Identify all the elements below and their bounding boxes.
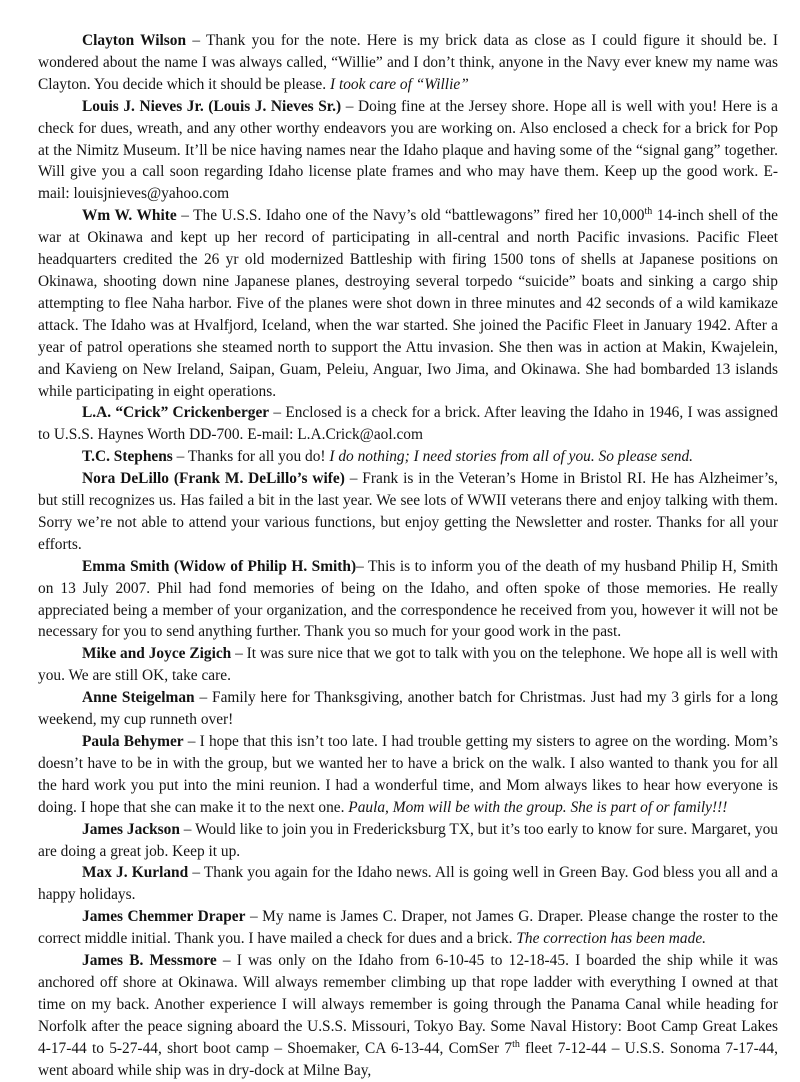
letter-tc-stephens: [38, 446, 778, 468]
letter-author: Max J. Kurland: [82, 864, 189, 882]
editor-reply: Paula, Mom will be with the group. She is part of or family!!!: [348, 798, 728, 816]
editor-reply: I do nothing; I need stories from all of you. So please send.: [329, 448, 694, 466]
letter-text-continued: 14-inch shell of the war at Okinawa and kept up her record of participating in all-central and north Pacific invasions. Pacific Fleet headquarters credited the 26 yr old modernized Battleship with firing 1500 tons of shells at Japanese positions on Okinawa, shooting down nine Japanese planes, destroying several torpedo “suicide” boats and sinking a cargo ship attempting to flee Naha harbor. Five of the planes were shot down in three minutes and 42 seconds of a wild kamikaze attack. The Idaho was at Hvalfjord, Iceland, when the war started. She joined the Pacific Fleet in January 1942. After a year of patrol operations she steamed north to support the Attu invasion. She then was in action at Makin, Kwajelein, and Kavieng on New Ireland, Saipan, Guam, Peleiu, Anguar, Iwo Jima, and Okinawa. She had bombarded 13 islands while participating in eight operations.: [38, 207, 778, 400]
editor-reply: The correction has been made.: [516, 930, 706, 948]
letter-author: James Jackson: [82, 820, 180, 838]
letter-text: – Thank you again for the Idaho news. All is going well in Green Bay. God bless you all and a happy holidays.: [38, 864, 779, 904]
letter-james-jackson: [38, 819, 778, 863]
letter-text: – My name is James C. Draper, not James G. Draper. Please change the roster to the correct middle initial. Thank you. I have mailed a check for dues and a brick.: [38, 908, 778, 948]
letter-author: L.A. “Crick” Crickenberger: [82, 404, 270, 422]
letter-zigich: [38, 643, 778, 687]
letter-anne-steigelman: [38, 687, 778, 731]
letter-clayton-wilson: [38, 30, 778, 96]
letter-text: – It was sure nice that we got to talk with you on the telephone. We hope all is well with you. We are still OK, take care.: [38, 645, 778, 685]
ordinal-suffix: th: [644, 206, 653, 218]
letter-james-messmore: [38, 950, 778, 1081]
letter-paula-behymer: [38, 731, 778, 819]
letter-author: Clayton Wilson: [82, 32, 187, 49]
letter-text: – Family here for Thanksgiving, another batch for Christmas. Just had my 3 girls for a long weekend, my cup runneth over!: [38, 689, 778, 729]
letter-text: – I was only on the Idaho from 6-10-45 to 12-18-45. I boarded the ship while it was anchored off shore at Okinawa. Will always remember climbing up that rope ladder with everything I owned at that time on my back. Another experience I will always remember is going through the Panama Canal while heading for Norfolk after the peace signing aboard the U.S.S. Missouri, Tokyo Bay. Some Naval History: Boot Camp Great Lakes 4-17-44 to 5-27-44, short boot camp – Shoemaker, CA 6-13-44, ComSer 7: [38, 952, 778, 1057]
letter-author: Mike and Joyce Zigich: [82, 645, 232, 663]
letter-text: – Would like to join you in Fredericksburg TX, but it’s too early to know for sure. Margaret, you are doing a great job. Keep it up.: [38, 820, 778, 860]
editor-reply: I took care of “Willie”: [329, 75, 469, 93]
letter-text: – Thank you for the note. Here is my brick data as close as I could figure it should be. I wondered about the name I was always called, “Willie” and I don’t think, anyone in the Navy ever knew my name was Clayton. You decide which it should be please.: [38, 32, 778, 93]
letter-text: – Thanks for all you do!: [172, 448, 330, 466]
letter-emma-smith: [38, 556, 778, 644]
letter-text: – Doing fine at the Jersey shore. Hope all is well with you! Here is a check for dues, wreath, and any other worthy endeavors you are working on. Also enclosed a check for a brick for Pop at the Nimitz Museum. It’ll be nice having names near the Idaho plaque and having some of the “signal gang” together. Will give you a call soon regarding Idaho license plate frames and who may have them. Keep up the good work. E-mail: louisjnieves@yahoo.com: [38, 97, 778, 203]
letter-text: – Enclosed is a check for a brick. After leaving the Idaho in 1946, I was assigned to U.S.S. Haynes Worth DD-700. E-mail: L.A.Crick@aol.com: [38, 404, 778, 444]
letter-author: Paula Behymer: [82, 733, 184, 750]
letter-text: – I hope that this isn’t too late. I had trouble getting my sisters to agree on the wording. Mom’s doesn’t have to be in with the group, but we wanted her to have a brick on the walk. I also wanted to thank you for all the hard work you put into the mini reunion. I had a wonderful time, and Mom always likes to hear how everyone is doing. I hope that she can make it to the next one.: [38, 733, 779, 816]
letter-author: James B. Messmore: [82, 952, 217, 970]
letter-wm-white: [38, 205, 778, 402]
letter-text: – The U.S.S. Idaho one of the Navy’s old “battlewagons” fired her 10,000: [176, 207, 645, 225]
letter-author: Louis J. Nieves Jr. (Louis J. Nieves Sr.): [82, 97, 342, 115]
letter-max-kurland: [38, 862, 778, 906]
letter-author: James Chemmer Draper: [82, 908, 246, 926]
letter-louis-nieves: [38, 96, 778, 206]
letter-author: Anne Steigelman: [82, 689, 195, 707]
letter-text: – Frank is in the Veteran’s Home in Bristol RI. He has Alzheimer’s, but still recognizes us. Has failed a bit in the last year. We see lots of WWII veterans there and enjoy talking with them. Sorry we’re not able to attend your various functions, but enjoy getting the Newsletter and roster. Thanks for all your efforts.: [38, 470, 778, 553]
letter-author: T.C. Stephens: [82, 448, 173, 466]
letter-nora-delillo: [38, 468, 778, 556]
letter-crickenberger: [38, 402, 778, 446]
newsletter-letters-column: [38, 30, 778, 1082]
letter-text: – This is to inform you of the death of my husband Philip H, Smith on 13 July 2007. Phil had fond memories of being on the Idaho, and often spoke of those memories. He really appreciated being a member of your organization, and the correspondence he received from you, however it will not be necessary for you to send anything further. Thank you so much for your good work in the past.: [38, 557, 778, 641]
ordinal-suffix: th: [512, 1038, 520, 1050]
letter-author: Nora DeLillo (Frank M. DeLillo’s wife): [82, 470, 345, 488]
letter-author: Emma Smith (Widow of Philip H. Smith): [82, 557, 357, 575]
letter-james-draper: [38, 906, 778, 950]
letter-author: Wm W. White: [82, 207, 177, 225]
letter-text-continued: fleet 7-12-44 – U.S.S. Sonoma 7-17-44, went aboard while ship was in dry-dock at Milne Bay,: [38, 1039, 778, 1079]
